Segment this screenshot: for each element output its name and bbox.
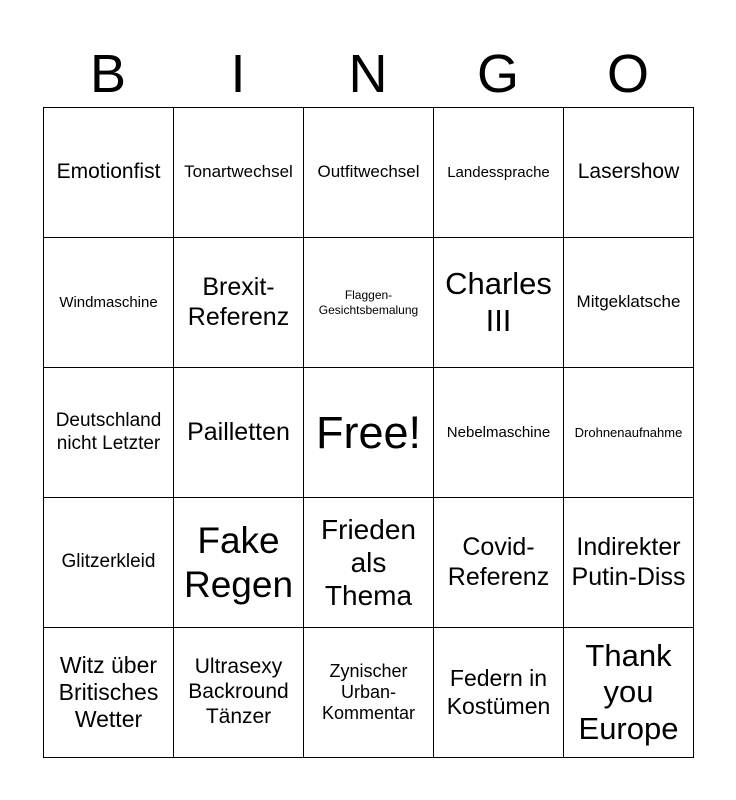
board-row (44, 108, 694, 238)
bingo-cell[interactable]: Frieden als Thema (304, 498, 434, 628)
bingo-header (43, 40, 693, 108)
bingo-cell[interactable]: Tonartwechsel (174, 108, 304, 238)
bingo-cell[interactable]: Mitgeklatsche (564, 238, 694, 368)
bingo-cell[interactable]: Landessprache (434, 108, 564, 238)
bingo-cell[interactable]: Zynischer Urban-Kommentar (304, 628, 434, 758)
bingo-cell[interactable]: Nebelmaschine (434, 368, 564, 498)
header-letter-g: G (476, 44, 519, 104)
bingo-cell[interactable]: Lasershow (564, 108, 694, 238)
header-letter-b: B (89, 44, 127, 104)
bingo-cell[interactable]: Windmaschine (44, 238, 174, 368)
bingo-cell[interactable]: Glitzerkleid (44, 498, 174, 628)
bingo-cell[interactable]: Ultrasexy Backround Tänzer (174, 628, 304, 758)
bingo-cell[interactable]: Pailletten (174, 368, 304, 498)
bingo-cell[interactable]: Indirekter Putin-Diss (564, 498, 694, 628)
board-row (44, 368, 694, 498)
bingo-cell[interactable]: Deutschland nicht Letzter (44, 368, 174, 498)
header-letter-i: I (230, 44, 246, 104)
bingo-cell[interactable]: Witz über Britisches Wetter (44, 628, 174, 758)
bingo-cell[interactable]: Drohnenaufnahme (564, 368, 694, 498)
bingo-cell[interactable]: Brexit-Referenz (174, 238, 304, 368)
board-row (44, 498, 694, 628)
board-row (44, 238, 694, 368)
header-letter-o: O (606, 44, 649, 104)
bingo-cell[interactable]: Federn in Kostümen (434, 628, 564, 758)
bingo-cell[interactable]: Thank you Europe (564, 628, 694, 758)
bingo-board (43, 107, 694, 758)
bingo-cell[interactable]: Charles III (434, 238, 564, 368)
board-row (44, 628, 694, 758)
bingo-cell[interactable]: Fake Regen (174, 498, 304, 628)
free-space-cell[interactable]: Free! (304, 368, 434, 498)
bingo-cell[interactable]: Flaggen-Gesichtsbemalung (304, 238, 434, 368)
bingo-cell[interactable]: Outfitwechsel (304, 108, 434, 238)
bingo-cell[interactable]: Emotionfist (44, 108, 174, 238)
header-letter-n: N (348, 44, 388, 104)
bingo-cell[interactable]: Covid-Referenz (434, 498, 564, 628)
